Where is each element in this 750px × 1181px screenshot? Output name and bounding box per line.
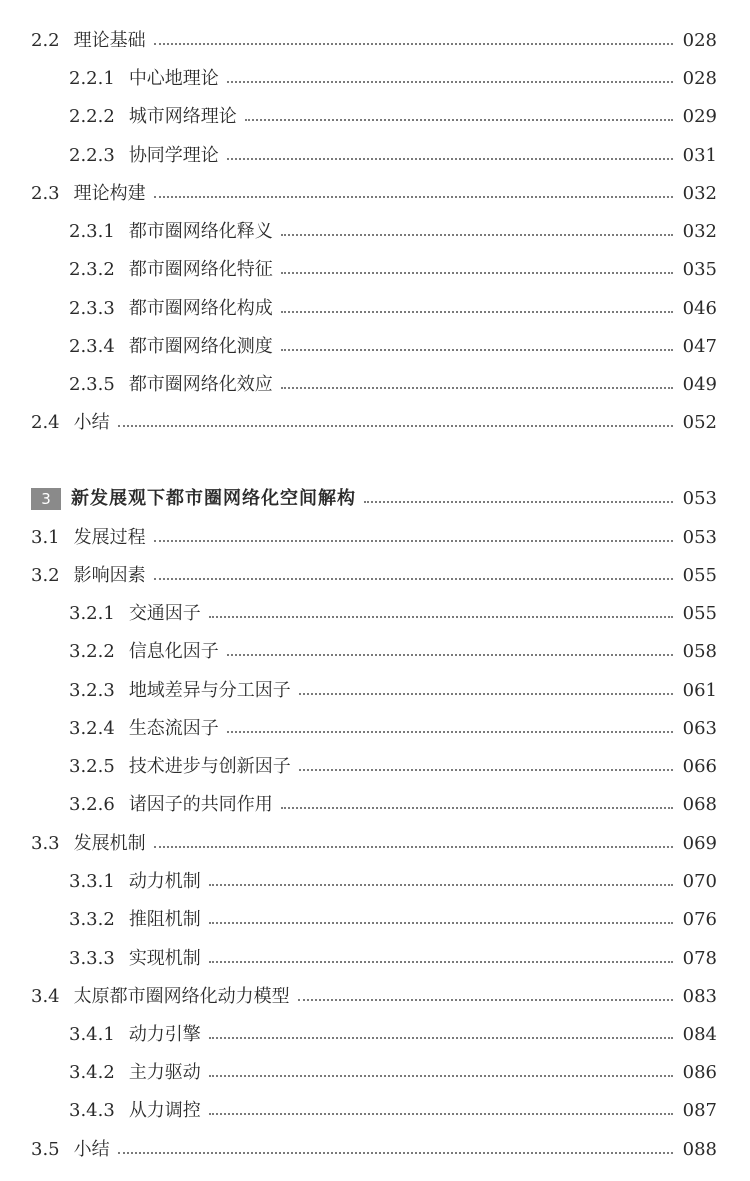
page-number: 070 [682, 871, 717, 892]
page-number: 087 [682, 1100, 717, 1121]
toc-entry-3-2-4[interactable] [0, 714, 750, 744]
section-title: 地域差异与分工因子 [128, 680, 291, 701]
dot-leader [209, 961, 673, 963]
dot-leader [281, 349, 673, 351]
dot-leader [281, 807, 673, 809]
section-title: 发展过程 [73, 527, 146, 548]
dot-leader [209, 884, 673, 886]
section-title: 理论构建 [73, 183, 146, 204]
page-number: 028 [682, 68, 717, 89]
page-number: 052 [682, 412, 717, 433]
page-number: 055 [682, 565, 717, 586]
page-number: 053 [682, 527, 717, 548]
dot-leader [227, 81, 673, 83]
page-number: 049 [682, 374, 717, 395]
page-number: 032 [682, 221, 717, 242]
page-number: 047 [682, 336, 717, 357]
toc-chapter-3[interactable] [0, 484, 750, 514]
section-number: 3.4.2 [69, 1062, 115, 1083]
page-number: 066 [682, 756, 717, 777]
section-number: 3.3.1 [69, 871, 115, 892]
section-title: 太原都市圈网络化动力模型 [73, 986, 290, 1007]
section-number: 2.3.5 [69, 374, 115, 395]
dot-leader [209, 922, 673, 924]
section-number: 2.4 [31, 412, 60, 433]
section-number: 3.3 [31, 833, 60, 854]
toc-entry-3-2[interactable] [0, 561, 750, 591]
dot-leader [299, 693, 673, 695]
section-title: 技术进步与创新因子 [128, 756, 291, 777]
dot-leader [227, 654, 673, 656]
chapter-title: 新发展观下都市圈网络化空间解构 [71, 488, 356, 509]
section-title: 中心地理论 [128, 68, 219, 89]
page-number: 088 [682, 1139, 717, 1160]
dot-leader [245, 119, 673, 121]
section-number: 3.2.1 [69, 603, 115, 624]
toc-entry-3-2-6[interactable] [0, 790, 750, 820]
section-number: 3.2.3 [69, 680, 115, 701]
dot-leader [299, 769, 673, 771]
toc-entry-3-2-5[interactable] [0, 752, 750, 782]
section-title: 都市圈网络化效应 [128, 374, 273, 395]
page-number: 069 [682, 833, 717, 854]
toc-entry-3-5[interactable] [0, 1135, 750, 1165]
dot-leader [209, 1113, 673, 1115]
page-number: 046 [682, 298, 717, 319]
section-number: 2.3.1 [69, 221, 115, 242]
dot-leader [298, 999, 673, 1001]
section-title: 从力调控 [128, 1100, 201, 1121]
dot-leader [154, 578, 673, 580]
section-number: 2.2.1 [69, 68, 115, 89]
dot-leader [154, 540, 673, 542]
page-number: 068 [682, 794, 717, 815]
section-number: 3.2.6 [69, 794, 115, 815]
toc-entry-3-3[interactable] [0, 829, 750, 859]
section-number: 3.4.1 [69, 1024, 115, 1045]
section-number: 2.2 [31, 30, 60, 51]
toc-entry-2-3-2[interactable] [0, 255, 750, 285]
page-number: 061 [682, 680, 717, 701]
page-number: 029 [682, 106, 717, 127]
section-number: 2.3.2 [69, 259, 115, 280]
section-number: 2.3 [31, 183, 60, 204]
section-number: 3.1 [31, 527, 60, 548]
toc-entry-3-2-2[interactable] [0, 637, 750, 667]
dot-leader [281, 311, 673, 313]
toc-entry-2-2-1[interactable] [0, 64, 750, 94]
dot-leader [227, 731, 673, 733]
dot-leader [209, 1075, 673, 1077]
toc-entry-3-4-1[interactable] [0, 1020, 750, 1050]
section-title: 信息化因子 [128, 641, 219, 662]
dot-leader [281, 272, 673, 274]
section-title: 生态流因子 [128, 718, 219, 739]
page-number: 028 [682, 30, 717, 51]
section-number: 3.2.5 [69, 756, 115, 777]
section-title: 都市圈网络化释义 [128, 221, 273, 242]
dot-leader [281, 234, 673, 236]
toc-entry-2-2-3[interactable] [0, 141, 750, 171]
toc-entry-2-3[interactable] [0, 179, 750, 209]
page-number: 076 [682, 909, 717, 930]
section-title: 协同学理论 [128, 145, 219, 166]
section-title: 城市网络理论 [128, 106, 237, 127]
toc-entry-3-4-3[interactable] [0, 1096, 750, 1126]
section-number: 2.3.3 [69, 298, 115, 319]
dot-leader [154, 43, 673, 45]
section-title: 都市圈网络化特征 [128, 259, 273, 280]
toc-entry-3-4-2[interactable] [0, 1058, 750, 1088]
section-number: 2.2.2 [69, 106, 115, 127]
dot-leader [209, 1037, 673, 1039]
section-title: 实现机制 [128, 948, 201, 969]
section-title: 发展机制 [73, 833, 146, 854]
section-number: 3.3.3 [69, 948, 115, 969]
page-number: 084 [682, 1024, 717, 1045]
page-number: 035 [682, 259, 717, 280]
chapter-number-badge: 3 [31, 488, 61, 510]
section-title: 影响因素 [73, 565, 146, 586]
toc-entry-2-4[interactable] [0, 408, 750, 438]
dot-leader [118, 425, 673, 427]
dot-leader [118, 1152, 673, 1154]
dot-leader [209, 616, 673, 618]
dot-leader [281, 387, 673, 389]
section-title: 主力驱动 [128, 1062, 201, 1083]
section-number: 3.2 [31, 565, 60, 586]
section-number: 3.2.2 [69, 641, 115, 662]
toc-entry-2-2-2[interactable] [0, 102, 750, 132]
toc-entry-2-3-1[interactable] [0, 217, 750, 247]
page-number: 055 [682, 603, 717, 624]
toc-entry-3-3-1[interactable] [0, 867, 750, 897]
toc-entry-2-3-4[interactable] [0, 332, 750, 362]
section-number: 3.4 [31, 986, 60, 1007]
toc-entry-3-3-3[interactable] [0, 944, 750, 974]
section-title: 理论基础 [73, 30, 146, 51]
section-title: 推阻机制 [128, 909, 201, 930]
page-number: 053 [682, 488, 717, 509]
toc-entry-3-2-3[interactable] [0, 676, 750, 706]
dot-leader [364, 501, 673, 503]
page-number: 032 [682, 183, 717, 204]
section-title: 动力机制 [128, 871, 201, 892]
section-number: 2.2.3 [69, 145, 115, 166]
toc-entry-2-3-5[interactable] [0, 370, 750, 400]
section-title: 小结 [73, 1139, 110, 1160]
section-title: 诸因子的共同作用 [128, 794, 273, 815]
section-title: 动力引擎 [128, 1024, 201, 1045]
section-title: 小结 [73, 412, 110, 433]
section-title: 都市圈网络化构成 [128, 298, 273, 319]
dot-leader [154, 196, 673, 198]
page-number: 083 [682, 986, 717, 1007]
section-number: 3.4.3 [69, 1100, 115, 1121]
section-number: 3.3.2 [69, 909, 115, 930]
page-number: 031 [682, 145, 717, 166]
section-number: 2.3.4 [69, 336, 115, 357]
page-number: 063 [682, 718, 717, 739]
toc-entry-3-3-2[interactable] [0, 905, 750, 935]
dot-leader [227, 158, 673, 160]
section-number: 3.2.4 [69, 718, 115, 739]
toc-entry-3-1[interactable] [0, 523, 750, 553]
page-number: 086 [682, 1062, 717, 1083]
dot-leader [154, 846, 673, 848]
toc-entry-3-4[interactable] [0, 982, 750, 1012]
section-title: 都市圈网络化测度 [128, 336, 273, 357]
section-number: 3.5 [31, 1139, 60, 1160]
page-number: 058 [682, 641, 717, 662]
page-number: 078 [682, 948, 717, 969]
toc-entry-2-3-3[interactable] [0, 294, 750, 324]
toc-entry-3-2-1[interactable] [0, 599, 750, 629]
toc-entry-2-2[interactable] [0, 26, 750, 56]
section-title: 交通因子 [128, 603, 201, 624]
